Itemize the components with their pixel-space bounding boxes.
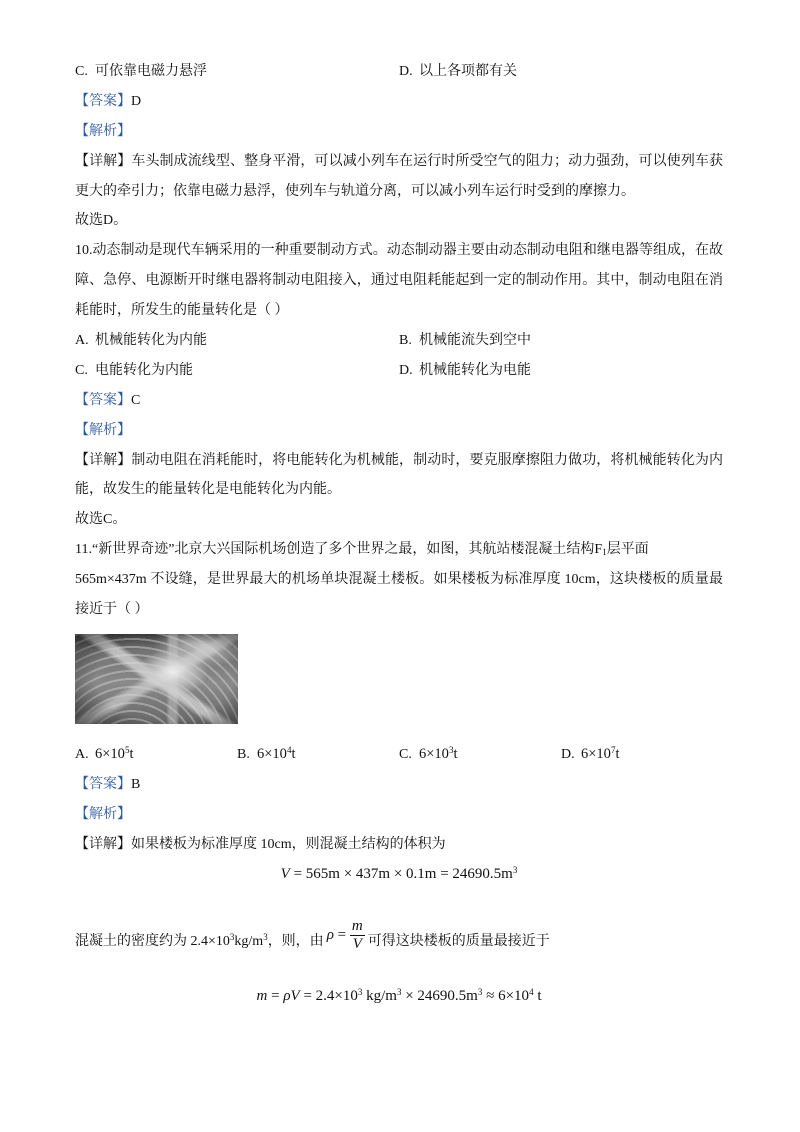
q11-option-a-label: A. — [75, 747, 89, 762]
density-text-post: 可得这块楼板的质量最接近于 — [367, 934, 550, 949]
q10-option-c-text: 电能转化为内能 — [95, 362, 193, 378]
q11-option-d — [561, 740, 723, 770]
q9-conclusion — [75, 206, 723, 236]
q11-detail-line-1 — [75, 830, 723, 860]
q11-option-c — [399, 740, 561, 770]
q10-detail-text-1: 制动电阻在消耗能时，将电能转化为机械能，制动时，要克服摩擦阻力做功，将机械能转化为内 — [131, 452, 723, 468]
q9-option-d-text: 以上各项都有关 — [419, 64, 517, 79]
airport-aerial-photo — [75, 634, 238, 724]
q10-options-row-2 — [75, 356, 723, 386]
q11-option-a — [75, 740, 237, 770]
volume-symbol: V — [280, 865, 290, 882]
q10-answer-value: C — [131, 392, 141, 408]
q10-detail-line-1 — [75, 446, 723, 476]
q9-analysis-label: 【解析】 — [75, 123, 131, 139]
q11-stem-text-2: 565m×437m 不设缝，是世界最大的机场单块混凝土楼板。如果楼板为标准厚度 10cm，这块楼板的质量最 — [75, 572, 723, 588]
q9-detail-label: 【详解】 — [75, 153, 132, 169]
q11-answer — [75, 770, 723, 800]
density-text-mid: ，则，由 — [267, 934, 324, 949]
q9-options-row — [75, 57, 723, 87]
q9-conclusion-text: 故选D。 — [75, 213, 128, 229]
upper-text-block — [75, 57, 723, 625]
q11-option-b — [237, 740, 399, 770]
q10-stem-line-2 — [75, 266, 723, 296]
q10-option-b-text: 机械能流失到空中 — [419, 333, 531, 349]
density-sentence — [75, 918, 723, 966]
q11-option-b-exponent: 4 — [286, 745, 292, 755]
q11-option-b-label: B. — [237, 747, 250, 762]
q9-answer — [75, 87, 723, 117]
mass-part-1: = 2.4×10 — [299, 988, 358, 1004]
q10-stem-text-1: 动态制动是现代车辆采用的一种重要制动方式。动态制动器主要由动态制动电阻和继电器等组成，在故 — [92, 243, 723, 259]
q10-conclusion-text: 故选C。 — [75, 512, 127, 528]
q10-answer-label: 【答案】 — [75, 392, 131, 408]
q10-options-row-1 — [75, 326, 723, 356]
mass-exponent-4: 4 — [529, 987, 534, 997]
density-formula — [327, 919, 365, 952]
q10-option-d-text: 机械能转化为电能 — [419, 362, 531, 378]
fraction-denominator: V — [352, 936, 362, 953]
q9-detail-text-2: 更大的牵引力；依靠电磁力悬浮，使列车与轨道分离，可以减小列车运行时受到的摩擦力。 — [75, 183, 635, 199]
q10-detail-text-2: 能，故发生的能量转化是电能转化为内能。 — [75, 482, 341, 498]
q10-option-d-label: D. — [399, 362, 413, 378]
q9-option-d — [399, 57, 723, 87]
q11-option-c-label: C. — [399, 747, 412, 762]
q9-answer-value: D — [131, 93, 142, 109]
q11-options-row — [75, 740, 723, 770]
q11-stem-line-1 — [75, 535, 723, 565]
mass-exponent-3: 3 — [477, 987, 483, 997]
q11-analysis — [75, 800, 723, 830]
q9-answer-label: 【答案】 — [75, 93, 131, 109]
q10-option-a-label: A. — [75, 333, 89, 349]
density-exponent-2: 3 — [263, 932, 268, 942]
q11-floor-subscript: 1 — [602, 547, 607, 558]
q11-option-a-unit: t — [129, 746, 134, 762]
density-exponent-1: 3 — [229, 932, 235, 942]
q11-option-c-base: 6×10 — [419, 746, 449, 762]
density-unit: kg/m — [234, 934, 264, 949]
mass-part-3: × 24690.5m — [401, 988, 478, 1004]
q11-number: 11. — [75, 542, 92, 558]
q10-conclusion — [75, 505, 723, 535]
q10-analysis — [75, 416, 723, 446]
q11-option-d-exponent: 7 — [610, 745, 616, 755]
q9-detail-text-1: 车头制成流线型、整身平滑，可以减小列车在运行时所受空气的阻力；动力强劲，可以使列车获 — [131, 153, 723, 169]
q10-option-a — [75, 326, 399, 356]
q9-option-c-text: 可依靠电磁力悬浮 — [95, 64, 207, 79]
q10-stem-line-1 — [75, 236, 723, 266]
q11-stem-line-2 — [75, 565, 723, 595]
mass-part-5: t — [533, 988, 542, 1004]
formula-equals: = — [333, 927, 350, 944]
q10-option-c — [75, 356, 399, 386]
q10-answer — [75, 386, 723, 416]
q11-stem-line-3 — [75, 595, 723, 625]
q11-stem-text-1a: “新世界奇迹”北京大兴国际机场创造了多个世界之最，如图，其航站楼混凝土结构F — [91, 542, 603, 558]
density-symbol: ρ — [326, 927, 334, 944]
q10-option-c-label: C. — [75, 362, 88, 378]
q10-detail-line-2 — [75, 475, 723, 505]
q11-option-d-unit: t — [615, 746, 620, 762]
q10-option-b — [399, 326, 723, 356]
q10-option-d — [399, 356, 723, 386]
q10-option-a-text: 机械能转化为内能 — [95, 333, 207, 349]
q9-option-c — [75, 57, 399, 87]
q10-analysis-label: 【解析】 — [75, 422, 131, 438]
mass-symbol: m — [256, 988, 268, 1004]
volume-expression: = 565m × 437m × 0.1m = 24690.5m — [289, 865, 513, 882]
q11-option-c-unit: t — [453, 746, 458, 762]
volume-exponent: 3 — [512, 864, 518, 875]
mass-exponent-2: 3 — [396, 987, 402, 997]
q10-number: 10. — [75, 243, 93, 259]
mass-equation — [75, 982, 723, 1012]
q11-detail-text: 如果楼板为标准厚度 10cm，则混凝土结构的体积为 — [131, 836, 446, 852]
fraction-numerator: m — [351, 918, 363, 935]
q11-option-d-base: 6×10 — [581, 746, 611, 762]
q11-detail-label: 【详解】 — [75, 836, 131, 852]
mass-eq-1: = — [267, 988, 284, 1004]
mass-part-2: kg/m — [362, 988, 397, 1004]
q11-answer-label: 【答案】 — [75, 776, 131, 792]
q11-option-a-exponent: 5 — [124, 745, 130, 755]
density-text-pre: 混凝土的密度约为 2.4×10 — [75, 934, 230, 949]
q10-stem-text-2: 障、急停、电源断开时继电器将制动电阻接入，通过电阻耗能起到一定的制动作用。其中，制动电阻在消 — [75, 273, 723, 289]
mass-exponent-1: 3 — [357, 987, 363, 997]
rho-v: ρV — [283, 988, 300, 1004]
q9-analysis — [75, 117, 723, 147]
lower-text-block — [75, 740, 723, 889]
q11-option-a-base: 6×10 — [95, 746, 125, 762]
q11-option-c-exponent: 3 — [448, 745, 454, 755]
q10-stem-line-3 — [75, 296, 723, 326]
q10-option-b-label: B. — [399, 333, 412, 349]
q11-answer-value: B — [131, 776, 141, 792]
q10-stem-text-3: 耗能时，所发生的能量转化是（ ） — [75, 303, 289, 319]
q11-option-b-base: 6×10 — [257, 746, 287, 762]
mass-over-volume-fraction — [350, 919, 365, 952]
mass-part-4: ≈ 6×10 — [482, 988, 530, 1004]
q11-stem-text-1b: 层平面 — [606, 542, 649, 558]
q9-detail-line-1 — [75, 147, 723, 177]
q11-option-d-label: D. — [561, 747, 575, 762]
q11-stem-text-3: 接近于（ ） — [75, 602, 149, 618]
volume-equation — [75, 860, 723, 890]
q11-option-b-unit: t — [291, 746, 296, 762]
q9-option-c-label: C. — [75, 64, 88, 79]
q9-option-d-label: D. — [399, 64, 413, 79]
q11-analysis-label: 【解析】 — [75, 806, 131, 822]
q9-detail-line-2 — [75, 177, 723, 207]
q10-detail-label: 【详解】 — [75, 452, 132, 468]
